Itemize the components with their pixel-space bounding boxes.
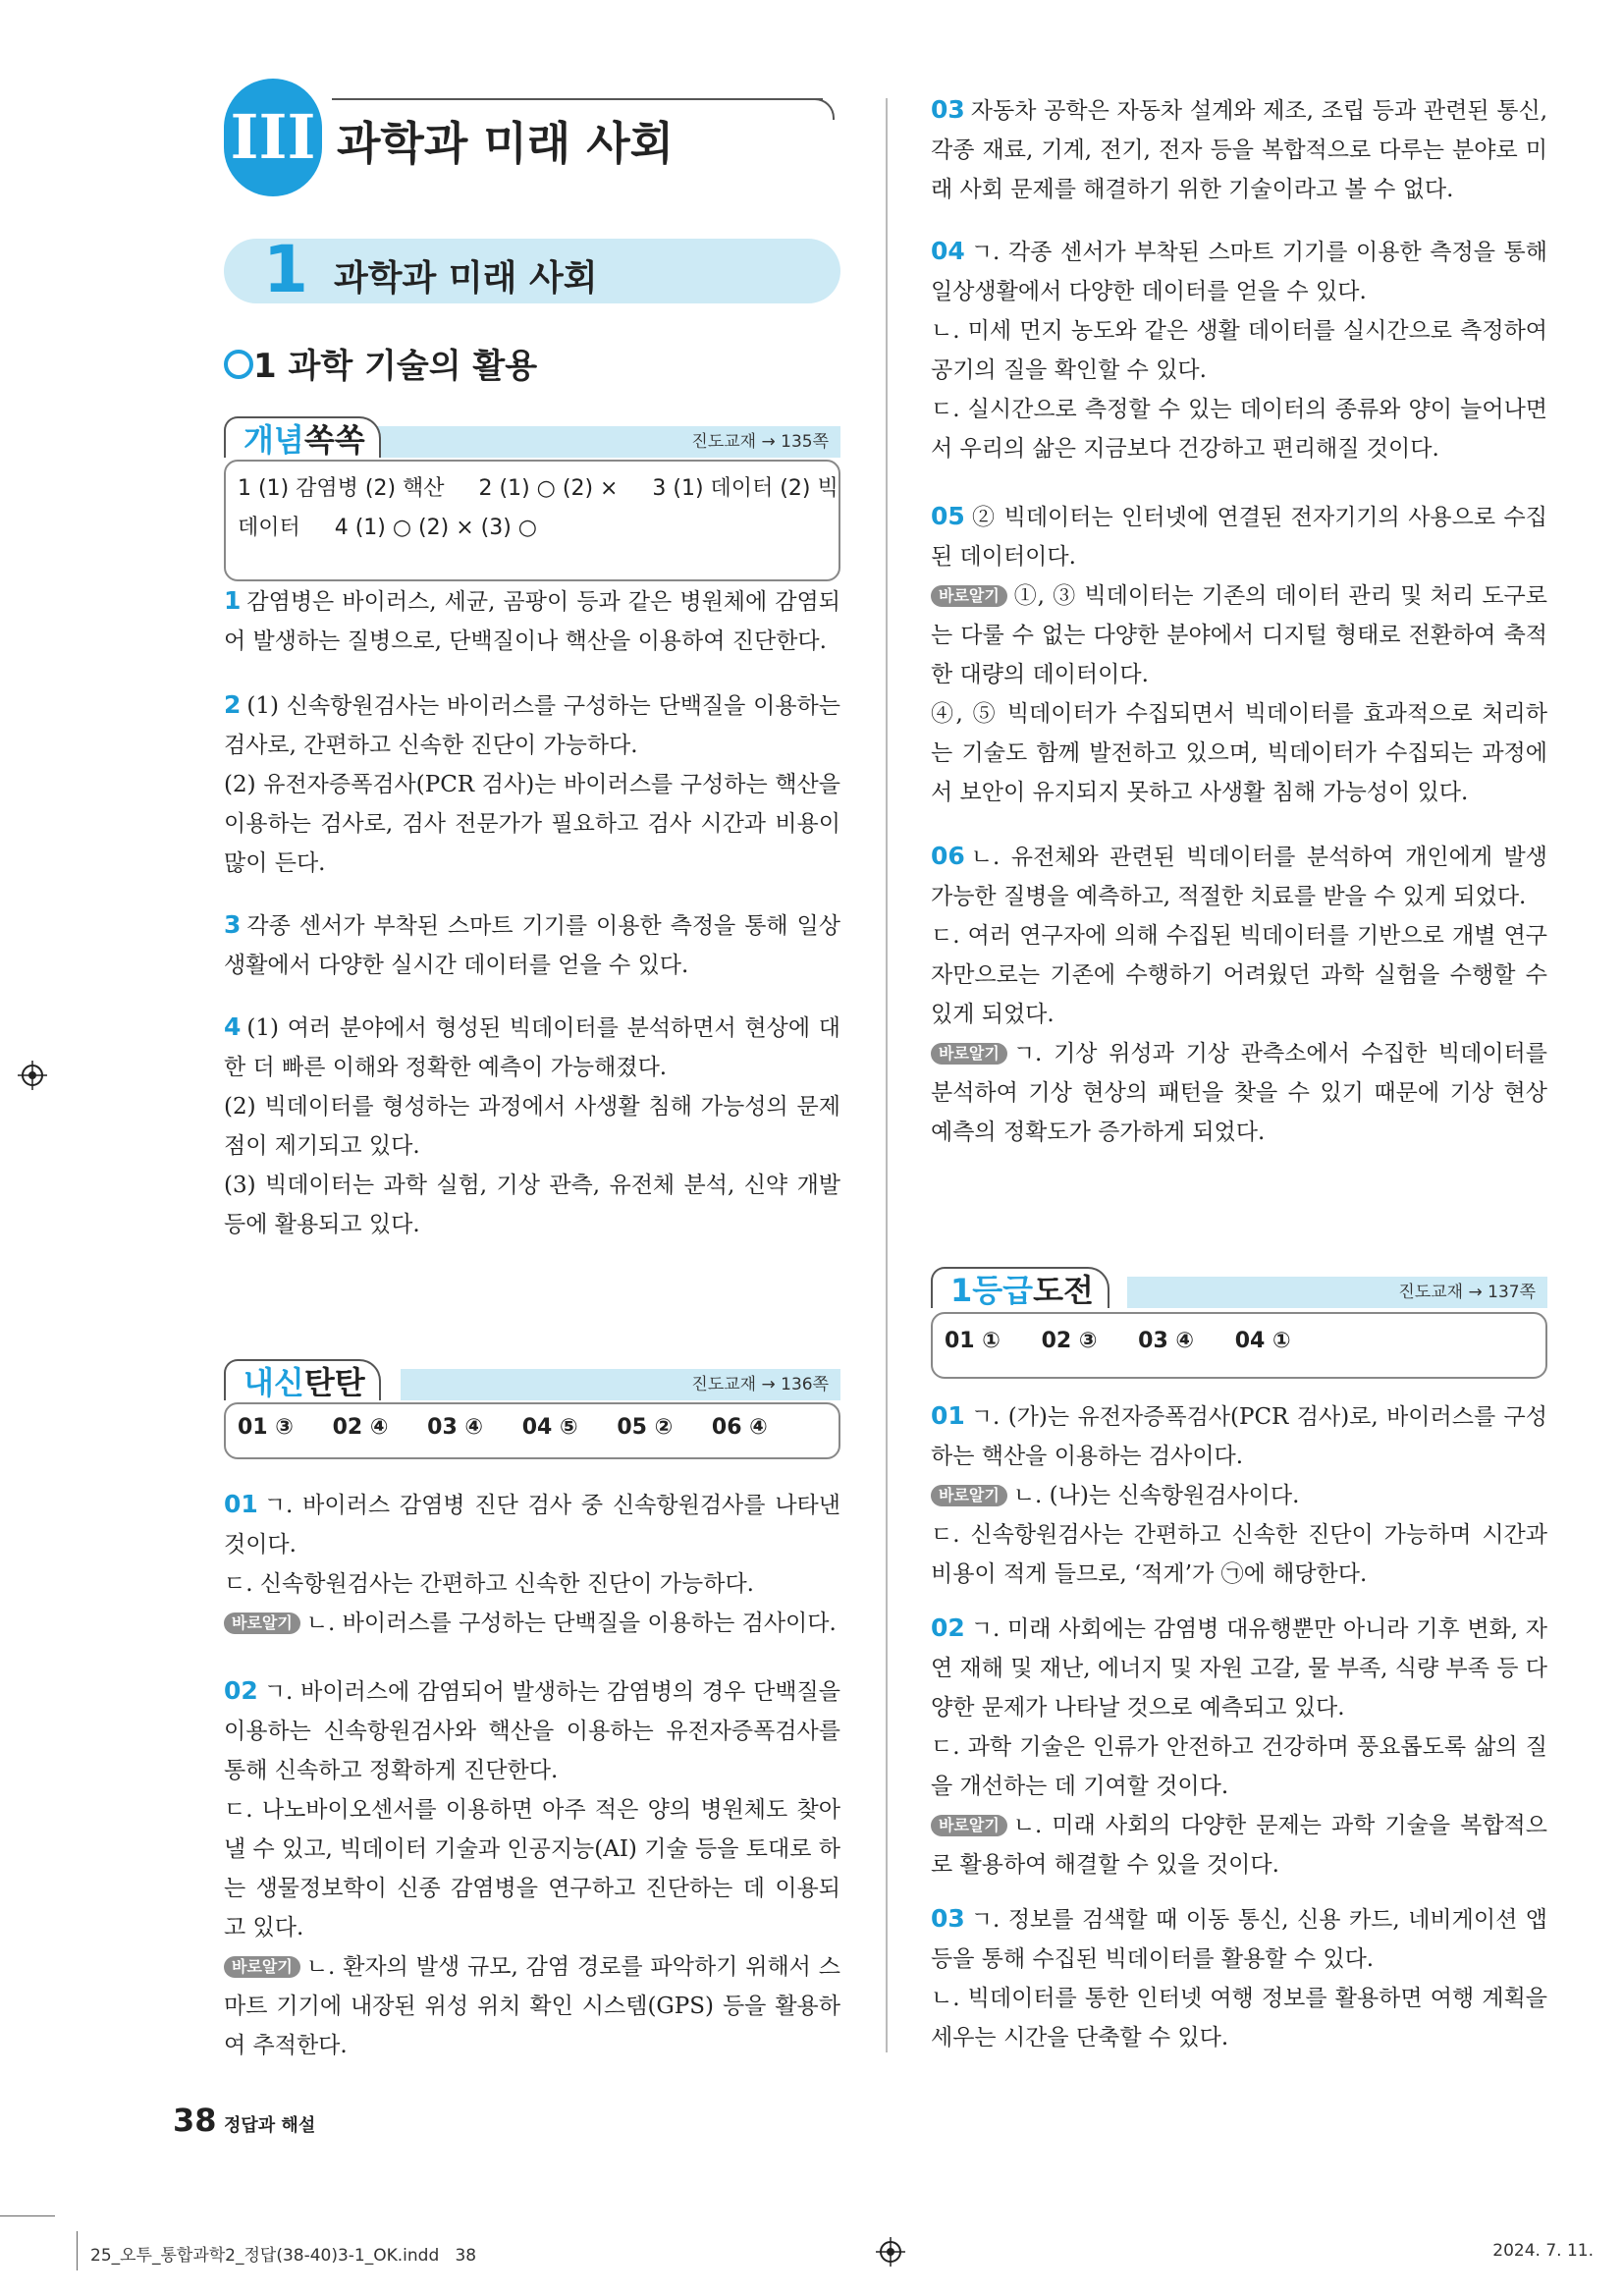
naesin-item	[224, 1485, 840, 1643]
challenge-box-label	[931, 1267, 1547, 1310]
concept-item	[224, 1008, 840, 1244]
item-text: ④, ⑤ 빅데이터가 수집되면서 빅데이터를 효과적으로 처리하는 기술도 함께 발전하고 있으며, 빅데이터가 수집되는 과정에서 보안이 유지되지 못하고 사생활 침해 가능성이 있다.	[931, 701, 1547, 805]
item-text: ㄱ. 바이러스 감염병 진단 검사 중 신속항원검사를 나타낸 것이다.	[224, 1493, 840, 1558]
page-reference: 진도교재 → 137쪽	[1398, 1283, 1536, 1302]
naesin-label-tab	[224, 1359, 381, 1400]
item-text: (1) 신속항원검사는 바이러스를 구성하는 단백질을 이용하는 검사로, 간편하고 신속한 진단이 가능하다.	[224, 693, 840, 758]
part-rule	[332, 98, 823, 100]
item-number: 02	[931, 1613, 965, 1642]
answer: 04 ⑤	[521, 1415, 578, 1440]
correction-tag: 바로알기	[931, 1043, 1007, 1065]
registration-mark-icon	[876, 2237, 905, 2267]
item-text: ㄱ. 각종 센서가 부착된 스마트 기기를 이용한 측정을 통해 일상생활에서 다양한 데이터를 얻을 수 있다.	[931, 240, 1547, 304]
page-number: 38	[173, 2102, 217, 2139]
item-text: ㄷ. 나노바이오센서를 이용하면 아주 적은 양의 병원체도 찾아낼 수 있고, 빅데이터 기술과 인공지능(AI) 기술 등을 토대로 하는 생물정보학이 신종 감염병을 연구하고 진단하는 데 이용되고 있다.	[224, 1797, 840, 1941]
answer: 02 ③	[1041, 1329, 1098, 1353]
item-text: ㄱ. 미래 사회에는 감염병 대유행뿐만 아니라 기후 변화, 자연 재해 및 재난, 에너지 및 자원 고갈, 물 부족, 식량 부족 등 다양한 문제가 나타날 것으로 예측되고 있다.	[931, 1616, 1547, 1721]
item-text: ㄷ. 신속항원검사는 간편하고 신속한 진단이 가능하다.	[224, 1571, 754, 1597]
item-number: 06	[931, 842, 965, 870]
label-a: 개념	[243, 421, 304, 459]
print-slug-date: 2024. 7. 11.	[1492, 2241, 1594, 2261]
item-number: 02	[224, 1676, 258, 1705]
label-a: 1등급	[950, 1272, 1034, 1309]
label-b: 도전	[1033, 1272, 1094, 1309]
answer: 05 ②	[617, 1415, 674, 1440]
item-text: ㄴ. 환자의 발생 규모, 감염 경로를 파악하기 위해서 스마트 기기에 내장된 위성 위치 확인 시스템(GPS) 등을 활용하여 추적한다.	[224, 1954, 840, 2058]
item-text: ㄷ. 여러 연구자에 의해 수집된 빅데이터를 기반으로 개별 연구자만으로는 기존에 수행하기 어려웠던 과학 실험을 수행할 수 있게 되었다.	[931, 923, 1547, 1027]
item-text: ㄷ. 실시간으로 측정할 수 있는 데이터의 종류와 양이 늘어나면서 우리의 삶은 지금보다 건강하고 편리해질 것이다.	[931, 397, 1547, 462]
item-number: 03	[931, 95, 965, 124]
naesin-item	[224, 1671, 840, 2065]
item-text: ㄴ. 바이러스를 구성하는 단백질을 이용하는 검사이다.	[305, 1611, 837, 1636]
page-reference: 진도교재 → 135쪽	[691, 432, 829, 452]
chapter-band	[224, 232, 840, 307]
concept-item	[224, 685, 840, 883]
answer: 01 ③	[238, 1415, 294, 1440]
challenge-item	[931, 1899, 1547, 2057]
part-rule-curve	[813, 98, 835, 120]
item-text: ② 빅데이터는 인터넷에 연결된 전자기기의 사용으로 수집된 데이터이다.	[931, 505, 1547, 570]
correction-tag: 바로알기	[224, 1613, 300, 1634]
naesin-item	[931, 497, 1547, 812]
item-text: (2) 유전자증폭검사(PCR 검사)는 바이러스를 구성하는 핵산을 이용하는 검사로, 검사 전문가가 필요하고 검사 시간과 비용이 많이 든다.	[224, 772, 840, 876]
challenge-item	[931, 1609, 1547, 1885]
item-number: 03	[931, 1904, 965, 1933]
trim-mark	[77, 2231, 78, 2270]
circle-icon	[224, 350, 253, 379]
registration-mark-icon	[18, 1061, 47, 1090]
item-number: 01	[931, 1401, 965, 1430]
concept-box-label	[224, 416, 840, 460]
print-slug-filename: 25_오투_통합과학2_정답(38-40)3-1_OK.indd 38	[90, 2246, 477, 2266]
item-text: ㄴ. 미래 사회의 다양한 문제는 과학 기술을 복합적으로 활용하여 해결할 수 있을 것이다.	[931, 1813, 1547, 1878]
item-text: 감염병은 바이러스, 세균, 곰팡이 등과 같은 병원체에 감염되어 발생하는 질병으로, 단백질이나 핵산을 이용하여 진단한다.	[224, 589, 840, 654]
item-text: ㄱ. (가)는 유전자증폭검사(PCR 검사)로, 바이러스를 구성하는 핵산을 이용하는 검사이다.	[931, 1404, 1547, 1469]
naesin-item	[931, 837, 1547, 1152]
section-heading	[224, 339, 537, 387]
part-roman-badge: III	[224, 79, 322, 196]
challenge-item	[931, 1396, 1547, 1594]
item-number: 01	[224, 1490, 258, 1518]
item-number: 2	[224, 690, 242, 719]
item-text: ㄱ. 정보를 검색할 때 이동 통신, 신용 카드, 네비게이션 앱 등을 통해 수집된 빅데이터를 활용할 수 있다.	[931, 1907, 1547, 1972]
item-text: ㄱ. 바이러스에 감염되어 발생하는 감염병의 경우 단백질을 이용하는 신속항원검사와 핵산을 이용하는 유전자증폭검사를 통해 신속하고 정확하게 진단한다.	[224, 1679, 840, 1783]
label-b: 탄탄	[303, 1364, 365, 1401]
answer: 04 ①	[1234, 1329, 1291, 1353]
answer: 02 ④	[332, 1415, 389, 1440]
chapter-title: 과학과 미래 사회	[334, 258, 598, 299]
correction-tag: 바로알기	[931, 1485, 1007, 1506]
naesin-item	[931, 90, 1547, 209]
answer: 06 ④	[711, 1415, 768, 1440]
trim-mark	[0, 2215, 55, 2216]
correction-tag: 바로알기	[931, 585, 1007, 607]
item-number: 1	[224, 586, 242, 615]
page-reference: 진도교재 → 136쪽	[691, 1375, 829, 1394]
item-text: ㄷ. 신속항원검사는 간편하고 신속한 진단이 가능하며 시간과 비용이 적게 들므로, ‘적게’가 ㉠에 해당한다.	[931, 1522, 1547, 1587]
part-header	[224, 79, 840, 196]
concept-answer-box	[224, 460, 840, 581]
item-number: 4	[224, 1012, 242, 1041]
part-title: 과학과 미래 사회	[337, 117, 675, 170]
answer: 03 ④	[427, 1415, 484, 1440]
item-text: ㄴ. 유전체와 관련된 빅데이터를 분석하여 개인에게 발생 가능한 질병을 예측하고, 적절한 치료를 받을 수 있게 되었다.	[931, 845, 1547, 909]
concept-answer-line: 1 (1) 감염병 (2) 핵산 2 (1) ○ (2) × 3 (1) 데이터 (2) 빅	[238, 476, 839, 501]
item-number: 04	[931, 237, 965, 265]
item-text: ㄴ. 미세 먼지 농도와 같은 생활 데이터를 실시간으로 측정하여 공기의 질을 확인할 수 있다.	[931, 318, 1547, 383]
naesin-box-label	[224, 1359, 840, 1402]
naesin-answer-box	[224, 1402, 840, 1459]
item-text: ㄴ. (나)는 신속항원검사이다.	[1012, 1483, 1300, 1508]
challenge-answer-box	[931, 1312, 1547, 1379]
item-number: 3	[224, 910, 242, 939]
answer: 01 ①	[945, 1329, 1001, 1353]
answer: 03 ④	[1138, 1329, 1195, 1353]
concept-label-tab	[224, 416, 381, 458]
item-text: (2) 빅데이터를 형성하는 과정에서 사생활 침해 가능성의 문제점이 제기되고 있다.	[224, 1094, 840, 1159]
label-b: 쏙쏙	[303, 421, 365, 459]
item-text: ㄴ. 빅데이터를 통한 인터넷 여행 정보를 활용하면 여행 계획을 세우는 시간을 단축할 수 있다.	[931, 1986, 1547, 2050]
section-title: 과학 기술의 활용	[288, 347, 538, 386]
naesin-item	[931, 232, 1547, 468]
label-a: 내신	[243, 1364, 304, 1401]
section-number: 1	[253, 347, 277, 386]
concept-answer-line: 데이터 4 (1) ○ (2) × (3) ○	[238, 516, 537, 540]
item-text: ㄷ. 과학 기술은 인류가 안전하고 건강하며 풍요롭도록 삶의 질을 개선하는 데 기여할 것이다.	[931, 1734, 1547, 1799]
correction-tag: 바로알기	[224, 1956, 300, 1978]
item-text: 자동차 공학은 자동차 설계와 제조, 조립 등과 관련된 통신, 각종 재료, 기계, 전기, 전자 등을 복합적으로 다루는 분야로 미래 사회 문제를 해결하기 위한 기술이라고 볼 수 없다.	[931, 98, 1547, 202]
item-text: (3) 빅데이터는 과학 실험, 기상 관측, 유전체 분석, 신약 개발 등에 활용되고 있다.	[224, 1173, 840, 1237]
item-number: 05	[931, 502, 965, 530]
challenge-label-tab	[931, 1267, 1109, 1308]
item-text: ①, ③ 빅데이터는 기존의 데이터 관리 및 처리 도구로는 다룰 수 없는 다양한 분야에서 디지털 형태로 전환하여 축적한 대량의 데이터이다.	[931, 583, 1547, 687]
chapter-number: 1	[263, 232, 308, 307]
correction-tag: 바로알기	[931, 1815, 1007, 1836]
item-text: 각종 센서가 부착된 스마트 기기를 이용한 측정을 통해 일상생활에서 다양한 실시간 데이터를 얻을 수 있다.	[224, 913, 840, 978]
concept-item	[224, 905, 840, 985]
footer-label: 정답과 해설	[224, 2115, 316, 2136]
item-text: (1) 여러 분야에서 형성된 빅데이터를 분석하면서 현상에 대한 더 빠른 이해와 정확한 예측이 가능해졌다.	[224, 1015, 840, 1080]
concept-item	[224, 581, 840, 661]
item-text: ㄱ. 기상 위성과 기상 관측소에서 수집한 빅데이터를 분석하여 기상 현상의 패턴을 찾을 수 있기 때문에 기상 현상 예측의 정확도가 증가하게 되었다.	[931, 1041, 1547, 1145]
column-divider	[886, 98, 888, 2052]
